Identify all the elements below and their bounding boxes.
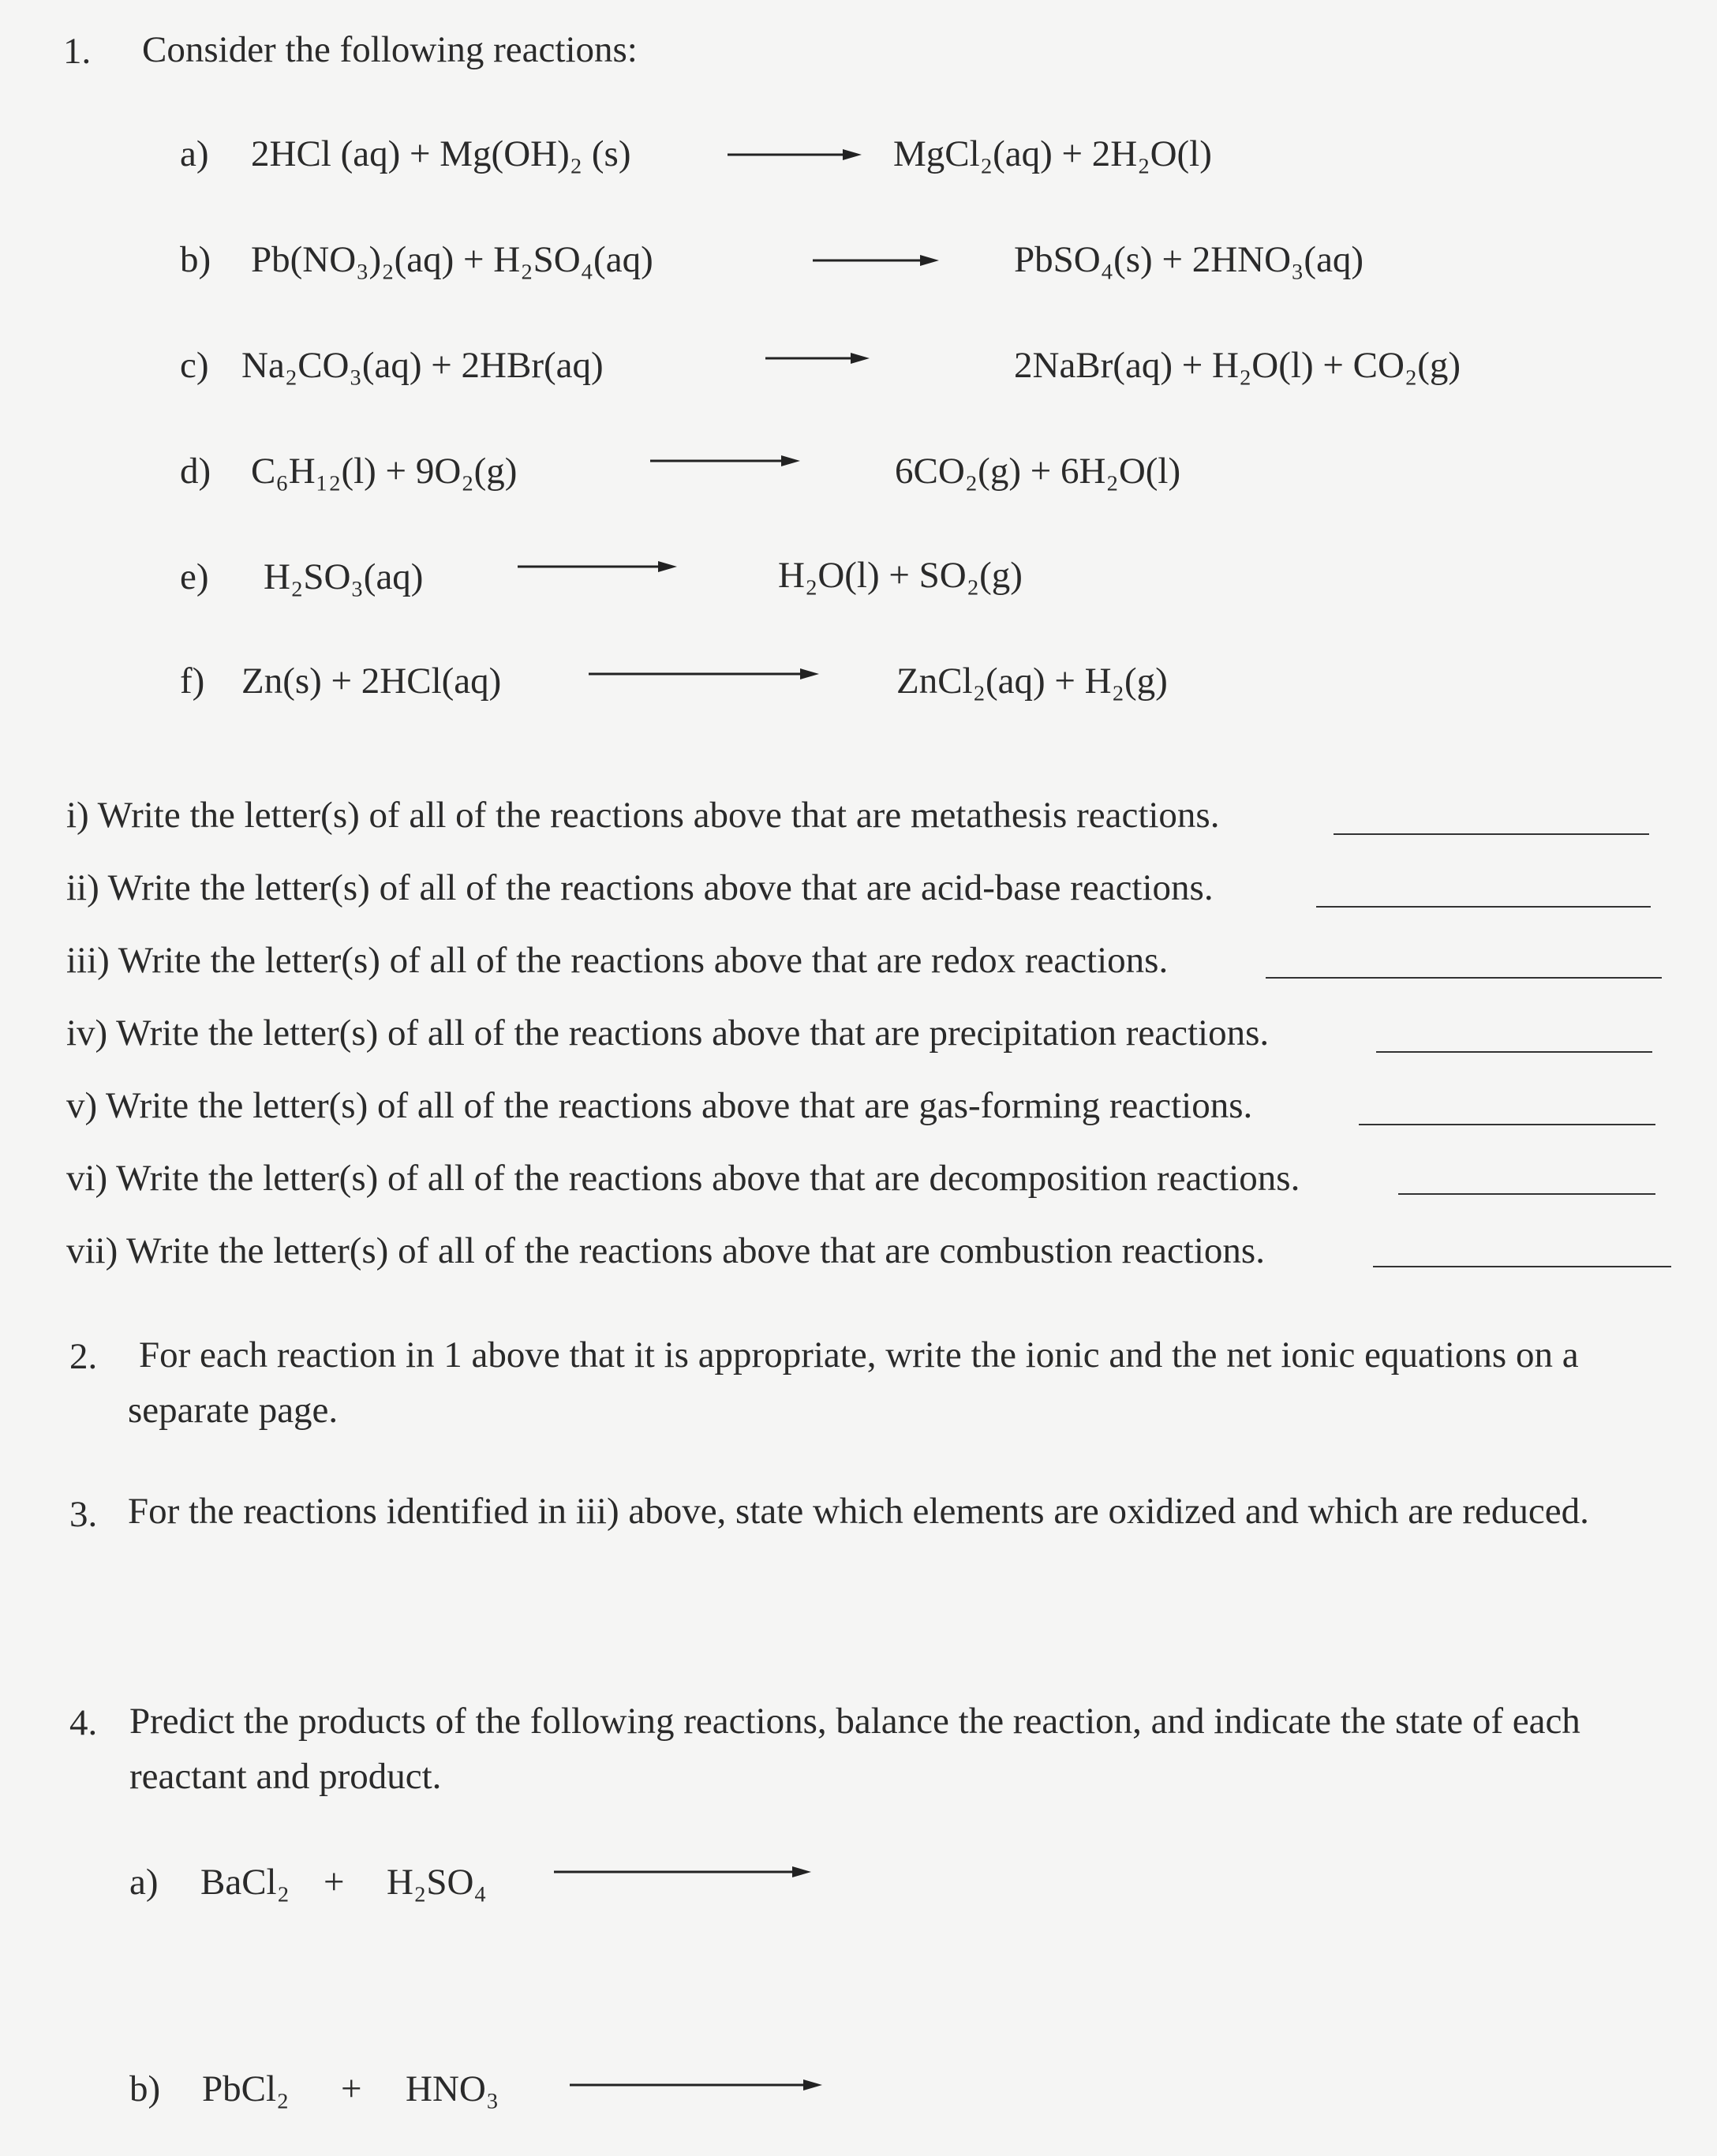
- subquestion-ii: ii) Write the letter(s) of all of the reactions above that are acid-base reactions.: [66, 867, 1214, 908]
- reaction-a-products: MgCl₂(aq) + 2H₂O(l): [893, 133, 1212, 174]
- reaction-e-letter: e): [180, 556, 209, 597]
- q4-text-line1: Predict the products of the following reactions, balance the reaction, and indicate the state of each: [129, 1701, 1580, 1742]
- q4-reaction-a-arrow-icon: [554, 1864, 811, 1880]
- reaction-e-products: H₂O(l) + SO₂(g): [778, 555, 1023, 596]
- reaction-b-arrow-icon: [813, 253, 939, 268]
- q3-number: 3.: [69, 1494, 98, 1535]
- answer-blank-ii[interactable]: [1316, 906, 1651, 908]
- q4-reaction-b-reactant1: PbCl₂: [202, 2068, 290, 2109]
- reaction-c-letter: c): [180, 345, 209, 386]
- q4-reaction-b-plus: +: [341, 2068, 362, 2109]
- q4-text-line2: reactant and product.: [129, 1756, 442, 1797]
- subquestion-v: v) Write the letter(s) of all of the reactions above that are gas-forming reactions.: [66, 1085, 1253, 1126]
- reaction-a-reactants: 2HCl (aq) + Mg(OH)₂ (s): [251, 133, 631, 174]
- reaction-d-arrow-icon: [650, 453, 800, 469]
- reaction-c-products: 2NaBr(aq) + H₂O(l) + CO₂(g): [1014, 345, 1461, 386]
- reaction-b-products: PbSO₄(s) + 2HNO₃(aq): [1014, 239, 1364, 280]
- reaction-f-arrow-icon: [589, 666, 819, 682]
- subquestion-vii: vii) Write the letter(s) of all of the reactions above that are combustion reactions.: [66, 1230, 1265, 1271]
- subquestion-i: i) Write the letter(s) of all of the reactions above that are metathesis reactions.: [66, 795, 1220, 836]
- reaction-c-reactants: Na₂CO₃(aq) + 2HBr(aq): [241, 345, 604, 386]
- q4-number: 4.: [69, 1702, 98, 1743]
- reaction-d-letter: d): [180, 451, 211, 492]
- q4-reaction-a-plus: +: [324, 1862, 345, 1903]
- reaction-d-products: 6CO₂(g) + 6H₂O(l): [895, 451, 1181, 492]
- reaction-c-arrow-icon: [765, 350, 870, 366]
- reaction-b-letter: b): [180, 239, 211, 280]
- reaction-f-reactants: Zn(s) + 2HCl(aq): [241, 661, 502, 702]
- subquestion-iv: iv) Write the letter(s) of all of the reactions above that are precipitation reactions.: [66, 1012, 1270, 1054]
- reaction-b-reactants: Pb(NO₃)₂(aq) + H₂SO₄(aq): [251, 239, 653, 280]
- answer-blank-iii[interactable]: [1266, 977, 1662, 979]
- q4-reaction-a-reactant1: BaCl₂: [200, 1862, 290, 1903]
- reaction-f-products: ZnCl₂(aq) + H₂(g): [896, 661, 1168, 702]
- q4-reaction-b-arrow-icon: [570, 2077, 822, 2093]
- q2-text-line2: separate page.: [128, 1390, 339, 1431]
- reaction-a-letter: a): [180, 133, 209, 174]
- answer-blank-i[interactable]: [1334, 833, 1649, 835]
- subquestion-vi: vi) Write the letter(s) of all of the reactions above that are decomposition reactions.: [66, 1158, 1300, 1199]
- reaction-e-reactants: H₂SO₃(aq): [264, 556, 424, 597]
- q4-reaction-a-reactant2: H₂SO₄: [387, 1862, 487, 1903]
- q1-number: 1.: [63, 31, 92, 72]
- q2-number: 2.: [69, 1336, 98, 1377]
- q4-reaction-a-letter: a): [129, 1862, 159, 1903]
- answer-blank-v[interactable]: [1359, 1124, 1655, 1125]
- answer-blank-vii[interactable]: [1373, 1266, 1671, 1267]
- reaction-d-reactants: C₆H₁₂(l) + 9O₂(g): [251, 451, 518, 492]
- answer-blank-iv[interactable]: [1376, 1051, 1652, 1053]
- q4-reaction-b-reactant2: HNO₃: [406, 2068, 499, 2109]
- reaction-f-letter: f): [180, 661, 205, 702]
- q3-text: For the reactions identified in iii) above, state which elements are oxidized and which are reduced.: [128, 1491, 1589, 1532]
- answer-blank-vi[interactable]: [1398, 1193, 1655, 1195]
- q2-text-line1: For each reaction in 1 above that it is appropriate, write the ionic and the net ionic equations on a: [139, 1334, 1579, 1376]
- subquestion-iii: iii) Write the letter(s) of all of the reactions above that are redox reactions.: [66, 940, 1169, 981]
- q4-reaction-b-letter: b): [129, 2068, 161, 2109]
- reaction-e-arrow-icon: [518, 559, 677, 575]
- q1-prompt: Consider the following reactions:: [142, 29, 638, 70]
- reaction-a-arrow-icon: [728, 147, 862, 163]
